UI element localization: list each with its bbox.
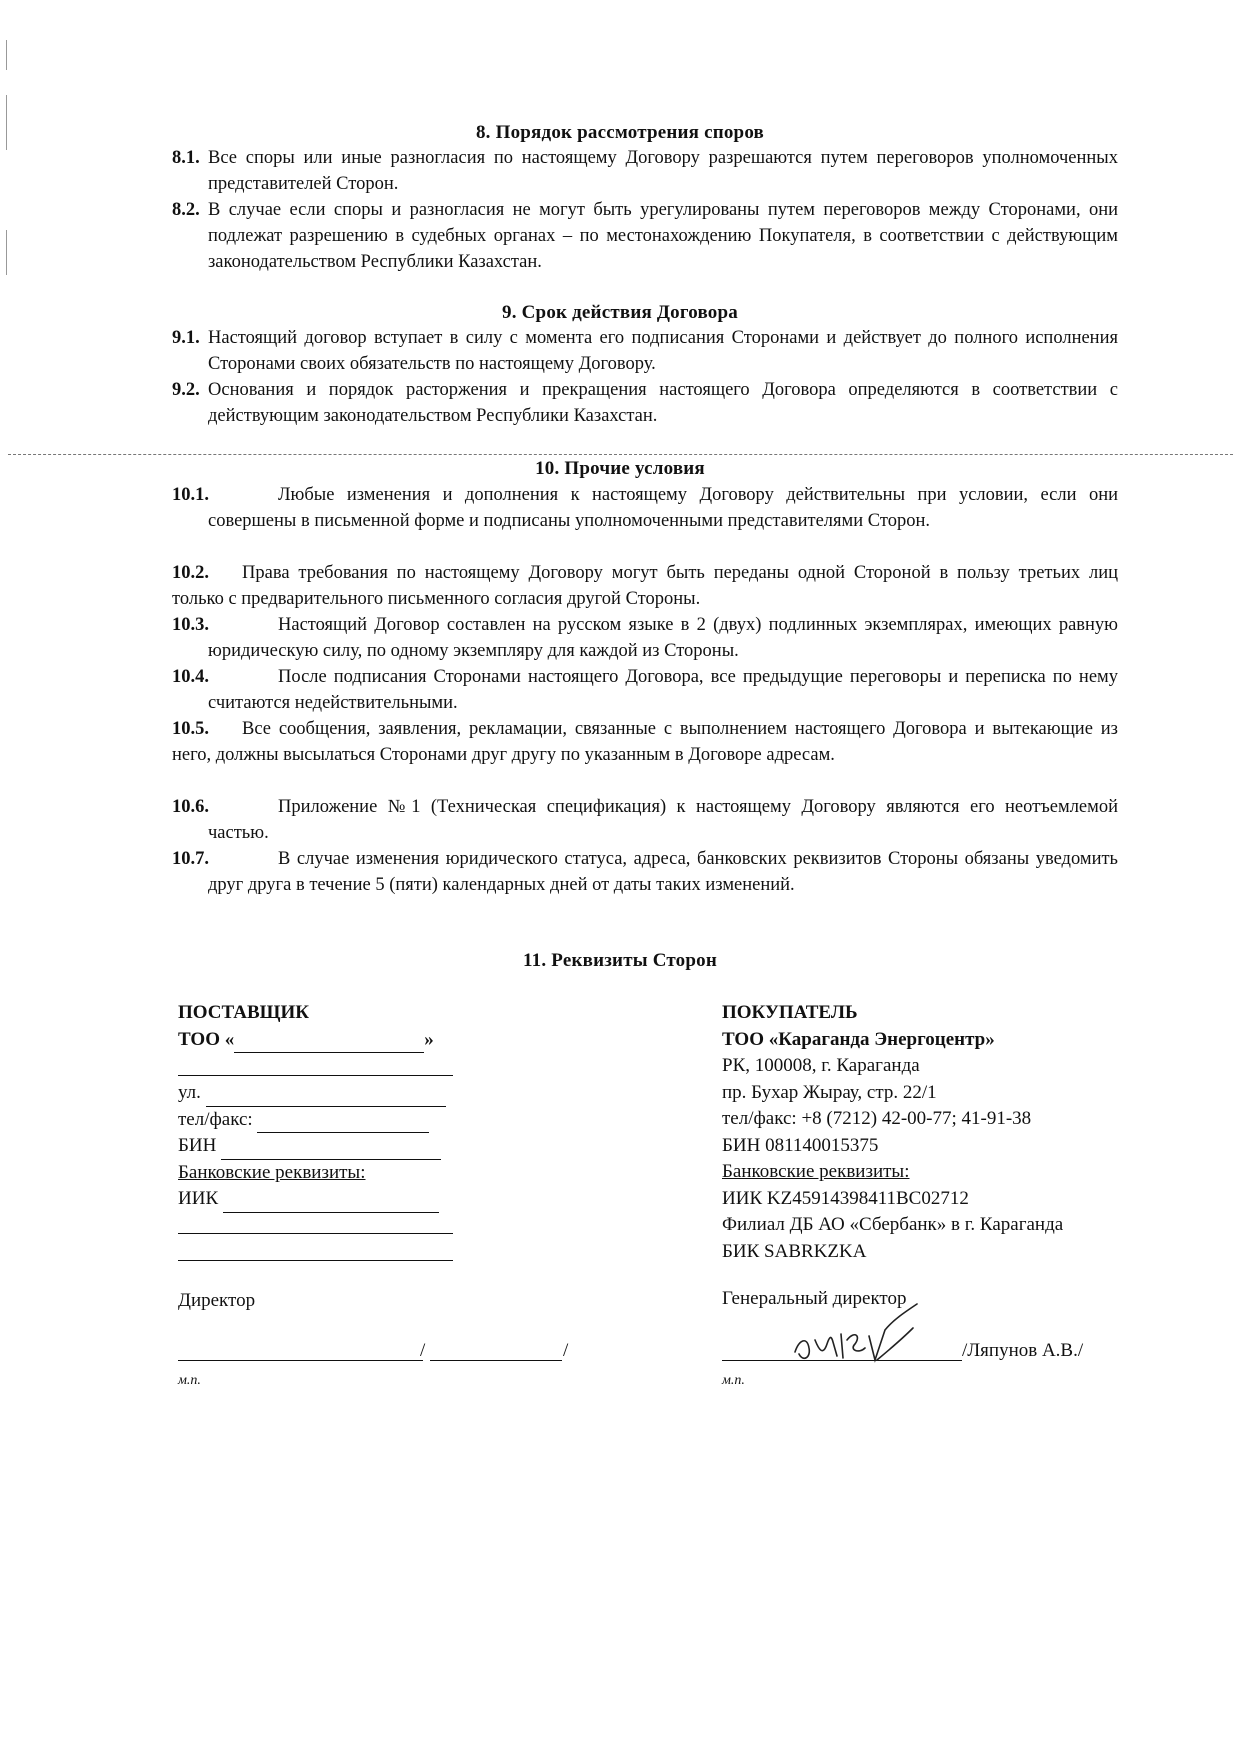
supplier-phone-line — [178, 1107, 498, 1134]
supplier-phone-label: тел/факс: — [178, 1108, 253, 1130]
clause-text: Настоящий Договор составлен на русском языке в 2 (двух) подлинных экземплярах, имеющих равную юридическую силу, по одному экземпляру для каждой из Стороны. — [208, 615, 1118, 661]
clause-8-1 — [172, 145, 1118, 197]
clause-number: 10.3. — [172, 615, 209, 635]
clause-text: Настоящий договор вступает в силу с момента его подписания Сторонами и действует до полного исполнения Сторонами своих обязательств по настоящему Договору. — [208, 328, 1118, 374]
clause-text: Основания и порядок расторжения и прекращения настоящего Договора определяются в соответствии с действующим законодательством Республики Казахстан. — [208, 380, 1118, 426]
supplier-block — [178, 1000, 498, 1053]
scan-mark — [6, 230, 7, 275]
supplier-details — [178, 1080, 498, 1213]
buyer-bin: БИН 081140015375 — [722, 1134, 879, 1156]
scan-mark — [6, 40, 7, 70]
clause-text: Все сообщения, заявления, рекламации, связанные с выполнением настоящего Договора и вытекающие из него, должны высылаться Сторонами друг другу по указанным в Договоре адресам. — [172, 719, 1118, 765]
supplier-signature-line — [178, 1360, 423, 1361]
clause-text: Все споры или иные разногласия по настоящему Договору разрешаются путем переговоров уполномоченных представителей Сторон. — [208, 148, 1118, 194]
buyer-address-1: РК, 100008, г. Караганда — [722, 1055, 920, 1076]
supplier-phone-blank — [257, 1112, 429, 1133]
section-9-title: 9. Срок действия Договора — [502, 302, 738, 323]
handwritten-signature — [785, 1300, 935, 1380]
supplier-company-line — [178, 1027, 498, 1054]
supplier-blank-line — [178, 1260, 453, 1261]
clause-10-3 — [172, 612, 1118, 664]
supplier-street-blank — [206, 1086, 446, 1107]
clause-number: 10.6. — [172, 797, 209, 817]
clause-number: 8.1. — [172, 148, 200, 168]
clause-number: 10.7. — [172, 849, 209, 869]
clause-number: 10.1. — [172, 485, 209, 505]
section-8-title: 8. Порядок рассмотрения споров — [475, 122, 765, 143]
buyer-bank-label: Банковские реквизиты: — [722, 1161, 910, 1182]
clause-number: 9.1. — [172, 328, 200, 348]
supplier-blank-line — [178, 1233, 453, 1234]
clause-text: Права требования по настоящему Договору могут быть переданы одной Стороной в пользу третьих лиц только с предварительного письменного согласия другой Стороны. — [172, 563, 1118, 609]
clause-8-2 — [172, 197, 1118, 275]
clause-text: Любые изменения и дополнения к настоящему Договору действительны при условии, если они совершены в письменной форме и подписаны уполномоченными представителями Сторон. — [208, 485, 1118, 531]
buyer-phone: тел/факс: +8 (7212) 42-00-77; 41-91-38 — [722, 1108, 1032, 1129]
supplier-bin-line — [178, 1133, 498, 1160]
clause-10-6 — [172, 794, 1118, 846]
buyer-bik: БИК SABRKZKA — [722, 1240, 867, 1262]
supplier-bank-label: Банковские реквизиты: — [178, 1161, 366, 1183]
clause-text: После подписания Сторонами настоящего Договора, все предыдущие переговоры и переписка по нему считаются недействительными. — [208, 667, 1118, 713]
clause-text: В случае изменения юридического статуса, адреса, банковских реквизитов Стороны обязаны уведомить друг друга в течение 5 (пяти) календарных дней от даты таких изменений. — [208, 849, 1118, 895]
clause-number: 10.2. — [172, 563, 209, 583]
buyer-company: ТОО «Караганда Энергоцентр» — [722, 1028, 995, 1050]
clause-text: Приложение №1 (Техническая спецификация) к настоящему Договору являются его неотъемлемой частью. — [208, 797, 1118, 843]
supplier-iik-blank — [223, 1192, 439, 1213]
supplier-blank-line — [178, 1075, 453, 1076]
buyer-stamp-mark: м.п. — [722, 1373, 745, 1388]
buyer-heading: ПОКУПАТЕЛЬ — [722, 1002, 858, 1023]
supplier-company-suffix: » — [424, 1028, 434, 1050]
clause-number: 10.5. — [172, 719, 209, 739]
supplier-iik-line — [178, 1186, 498, 1213]
clause-10-1 — [172, 482, 1118, 534]
supplier-street-line — [178, 1080, 498, 1107]
supplier-street-label: ул. — [178, 1082, 201, 1103]
supplier-name-line — [430, 1360, 562, 1361]
clause-10-4 — [172, 664, 1118, 716]
buyer-branch: Филиал ДБ АО «Сбербанк» в г. Караганда — [722, 1214, 1064, 1235]
supplier-iik-label: ИИК — [178, 1188, 219, 1209]
buyer-block — [722, 1000, 1142, 1265]
clause-number: 8.2. — [172, 200, 200, 220]
supplier-heading: ПОСТАВЩИК — [178, 1002, 310, 1023]
supplier-stamp-mark: м.п. — [178, 1373, 201, 1388]
supplier-signer-title: Директор — [178, 1290, 256, 1311]
buyer-signer-name: /Ляпунов А.В./ — [962, 1340, 1084, 1361]
supplier-bin-blank — [221, 1139, 441, 1160]
clause-10-2 — [172, 560, 1118, 612]
supplier-bin-label: БИН — [178, 1135, 217, 1156]
clause-number: 10.4. — [172, 667, 209, 687]
page-break-line — [8, 454, 1233, 455]
supplier-company-prefix: ТОО « — [178, 1028, 235, 1050]
supplier-slash-1: / — [420, 1340, 426, 1361]
buyer-signer-title: Генеральный директор — [722, 1288, 907, 1309]
supplier-company-blank — [234, 1032, 424, 1053]
clause-text: В случае если споры и разногласия не могут быть урегулированы путем переговоров между Сторонами, они подлежат разрешению в судебных органах – по местонахождению Покупателя, в соответствии с действующим законодательством Республики Казахстан. — [208, 200, 1118, 272]
supplier-slash-2: / — [563, 1340, 569, 1361]
buyer-address-2: пр. Бухар Жырау, стр. 22/1 — [722, 1081, 937, 1103]
clause-9-2 — [172, 377, 1118, 429]
buyer-iik: ИИК KZ45914398411BC02712 — [722, 1187, 969, 1209]
clause-number: 9.2. — [172, 380, 200, 400]
section-10-title: 10. Прочие условия — [535, 458, 705, 479]
clause-10-7 — [172, 846, 1118, 898]
clause-9-1 — [172, 325, 1118, 377]
section-11-title: 11. Реквизиты Сторон — [523, 950, 717, 971]
clause-10-5 — [172, 716, 1118, 768]
